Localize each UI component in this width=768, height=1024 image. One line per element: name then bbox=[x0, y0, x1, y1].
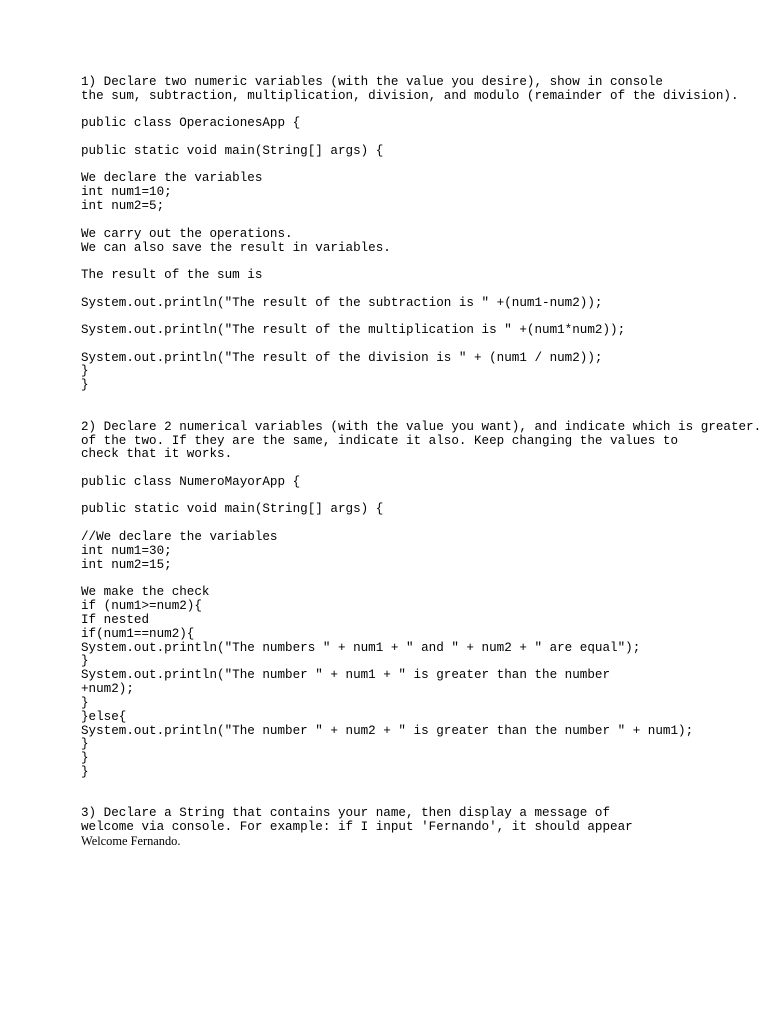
block-gap bbox=[81, 214, 765, 228]
text-block bbox=[81, 352, 765, 394]
text-line: +num2); bbox=[81, 682, 134, 697]
block-gap bbox=[81, 131, 765, 145]
block-gap bbox=[81, 490, 765, 504]
text-block bbox=[81, 269, 765, 283]
text-line: } bbox=[81, 654, 89, 669]
text-block bbox=[81, 297, 765, 311]
text-line: We make the check bbox=[81, 585, 210, 600]
exercise-heading-line: 2) Declare 2 numerical variables (with the value you want), and indicate which is greater. bbox=[81, 419, 762, 434]
block-gap bbox=[81, 255, 765, 269]
exercise-section-2 bbox=[81, 421, 765, 780]
text-block bbox=[81, 421, 765, 463]
document-content bbox=[81, 76, 765, 849]
block-gap bbox=[81, 572, 765, 586]
text-line: } bbox=[81, 364, 89, 379]
text-line: }else{ bbox=[81, 709, 127, 724]
block-gap bbox=[81, 159, 765, 173]
text-block bbox=[81, 172, 765, 214]
text-block bbox=[81, 145, 765, 159]
text-line: We carry out the operations. bbox=[81, 226, 293, 241]
text-line: public class OperacionesApp { bbox=[81, 116, 301, 131]
text-line: public static void main(String[] args) { bbox=[81, 143, 384, 158]
text-block bbox=[81, 76, 765, 104]
text-line: public class NumeroMayorApp { bbox=[81, 474, 301, 489]
text-line: We declare the variables bbox=[81, 171, 263, 186]
text-line: We can also save the result in variables. bbox=[81, 240, 391, 255]
text-line: System.out.println("The result of the division is " + (num1 / num2)); bbox=[81, 350, 603, 365]
text-block bbox=[81, 476, 765, 490]
text-line: } bbox=[81, 378, 89, 393]
text-block bbox=[81, 503, 765, 517]
text-block bbox=[81, 586, 765, 780]
text-line: If nested bbox=[81, 612, 150, 627]
section-gap bbox=[81, 780, 765, 808]
text-block bbox=[81, 807, 765, 835]
text-line: if(num1==num2){ bbox=[81, 626, 195, 641]
text-line: The result of the sum is bbox=[81, 268, 263, 283]
text-line: //We declare the variables bbox=[81, 529, 278, 544]
text-line: System.out.println("The numbers " + num1 + " and " + num2 + " are equal"); bbox=[81, 640, 641, 655]
text-block bbox=[81, 324, 765, 338]
text-line: welcome via console. For example: if I input 'Fernando', it should appear bbox=[81, 820, 633, 835]
text-line: } bbox=[81, 751, 89, 766]
exercise-heading-line: 3) Declare a String that contains your name, then display a message of bbox=[81, 806, 611, 821]
text-line: System.out.println("The number " + num2 + " is greater than the number " + num1); bbox=[81, 723, 694, 738]
text-block bbox=[81, 228, 765, 256]
text-block bbox=[81, 117, 765, 131]
text-line: public static void main(String[] args) { bbox=[81, 502, 384, 517]
block-gap bbox=[81, 462, 765, 476]
text-line: System.out.println("The result of the subtraction is " +(num1-num2)); bbox=[81, 295, 603, 310]
section-gap bbox=[81, 393, 765, 421]
text-line: int num2=5; bbox=[81, 199, 165, 214]
text-line: } bbox=[81, 737, 89, 752]
exercise-heading-line: 1) Declare two numeric variables (with the value you desire), show in console bbox=[81, 75, 663, 89]
exercise-section-3 bbox=[81, 807, 765, 849]
text-line: int num2=15; bbox=[81, 557, 172, 572]
closing-text: Welcome Fernando. bbox=[81, 834, 181, 849]
text-line: of the two. If they are the same, indicate it also. Keep changing the values to bbox=[81, 433, 679, 448]
block-gap bbox=[81, 517, 765, 531]
text-line: int num1=30; bbox=[81, 543, 172, 558]
text-line: } bbox=[81, 695, 89, 710]
text-line: check that it works. bbox=[81, 447, 233, 462]
text-line: System.out.println("The number " + num1 + " is greater than the number bbox=[81, 668, 611, 683]
text-line: if (num1>=num2){ bbox=[81, 599, 202, 613]
text-line: } bbox=[81, 765, 89, 780]
text-line: the sum, subtraction, multiplication, division, and modulo (remainder of the division). bbox=[81, 88, 739, 103]
block-gap bbox=[81, 338, 765, 352]
block-gap bbox=[81, 310, 765, 324]
text-line: int num1=10; bbox=[81, 185, 172, 200]
block-gap bbox=[81, 104, 765, 118]
text-line: System.out.println("The result of the multiplication is " +(num1*num2)); bbox=[81, 323, 626, 338]
exercise-section-1 bbox=[81, 76, 765, 393]
block-gap bbox=[81, 283, 765, 297]
text-block bbox=[81, 531, 765, 573]
